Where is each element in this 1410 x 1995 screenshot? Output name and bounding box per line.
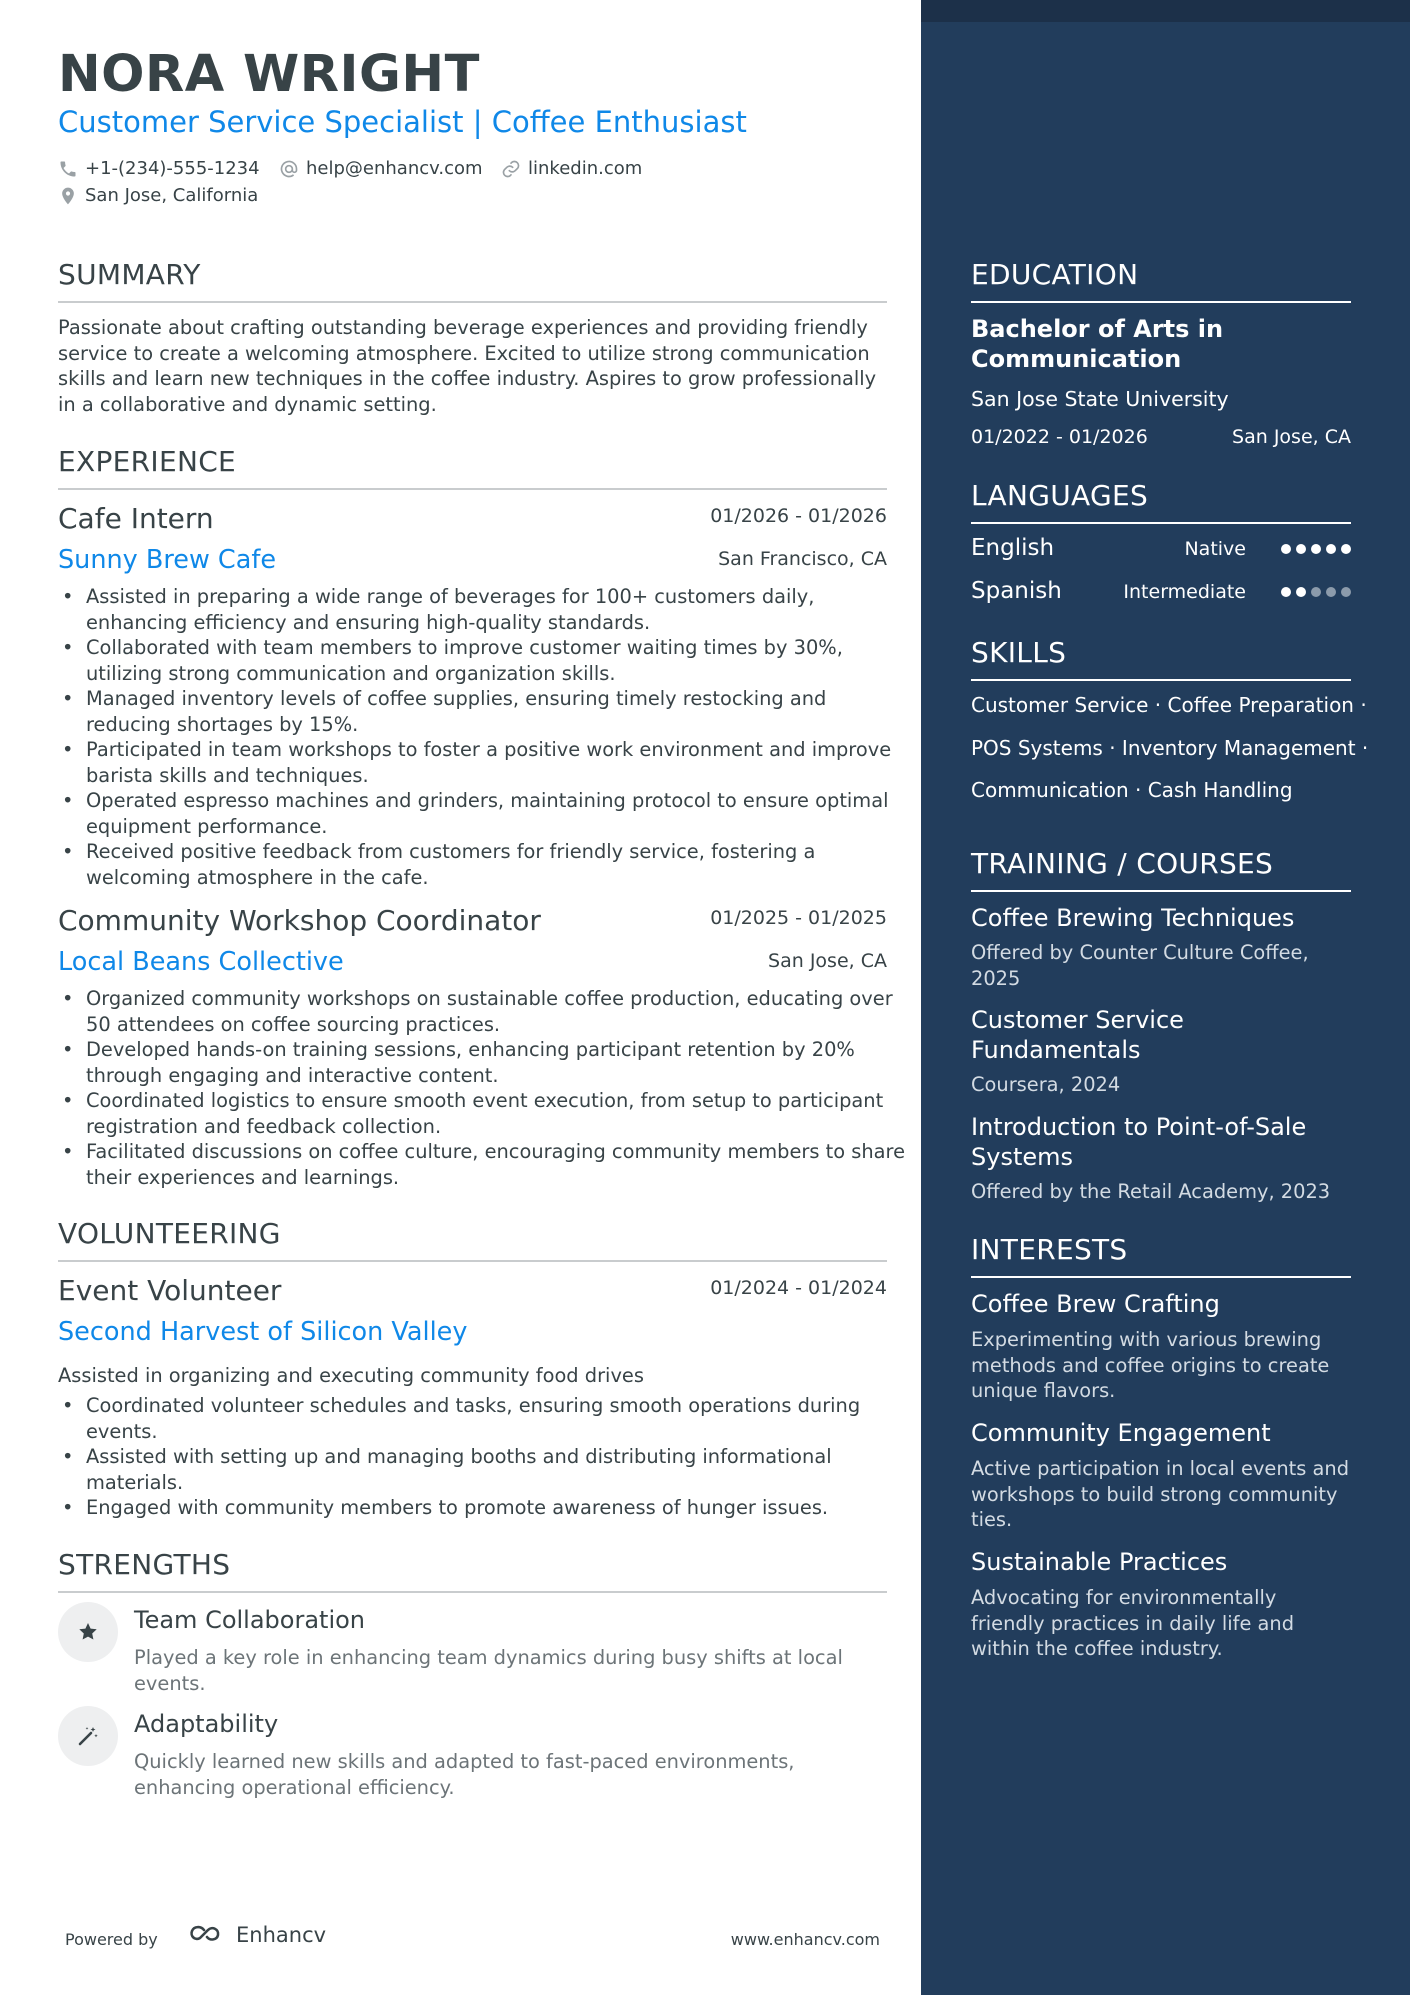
strength-description: Played a key role in enhancing team dynamics during busy shifts at local events. <box>134 1646 843 1695</box>
languages-heading: LANGUAGES <box>971 479 1351 524</box>
bullet-item: • Coordinated volunteer schedules and tasks, ensuring smooth operations during events. <box>86 1393 915 1444</box>
volunteer-organization: Second Harvest of Silicon Valley <box>58 1317 468 1347</box>
rating-dot <box>1296 544 1306 554</box>
location-text: San Jose, California <box>85 185 259 206</box>
bullet-item: • Organized community workshops on sustainable coffee production, educating over 50 attendees on coffee sourcing practices. <box>86 986 915 1037</box>
training-title: Customer Service Fundamentals <box>971 1006 1184 1064</box>
skills-line: Customer Service · Coffee Preparation · <box>971 693 1367 717</box>
job-bullets <box>58 584 915 890</box>
language-level: Intermediate <box>1123 581 1246 603</box>
strength-title: Adaptability <box>134 1710 279 1738</box>
star-icon <box>58 1602 118 1662</box>
interests-heading: INTERESTS <box>971 1233 1351 1278</box>
interest-description: Active participation in local events and workshops to build strong community ties. <box>971 1457 1350 1531</box>
job-title: Cafe Intern <box>58 502 214 535</box>
rating-dot <box>1326 587 1336 597</box>
bullet-item: • Facilitated discussions on coffee culture, encouraging community members to share their experiences and learnings. <box>86 1139 915 1190</box>
strength-description: Quickly learned new skills and adapted to fast-paced environments, enhancing operational efficiency. <box>134 1750 795 1799</box>
contact-location <box>58 185 258 206</box>
job-dates: 01/2026 - 01/2026 <box>710 505 887 527</box>
bullet-item: • Received positive feedback from customers for friendly service, fostering a welcoming atmosphere in the cafe. <box>86 839 915 890</box>
skills-line: POS Systems · Inventory Management · <box>971 736 1369 760</box>
volunteer-description: Assisted in organizing and executing community food drives <box>58 1364 644 1387</box>
language-name: English <box>971 535 1055 561</box>
skills-heading: SKILLS <box>971 636 1351 681</box>
enhancv-logo[interactable] <box>184 1922 326 1948</box>
education-heading: EDUCATION <box>971 258 1351 303</box>
interest-title: Coffee Brew Crafting <box>971 1290 1220 1318</box>
bullet-item: • Collaborated with team members to improve customer waiting times by 30%, utilizing strong communication and organization skills. <box>86 635 915 686</box>
skills-line: Communication · Cash Handling <box>971 778 1293 802</box>
interest-description: Advocating for environmentally friendly practices in daily life and within the coffee industry. <box>971 1586 1295 1660</box>
bullet-item: • Coordinated logistics to ensure smooth event execution, from setup to participant registration and feedback collection. <box>86 1088 915 1139</box>
candidate-name: NORA WRIGHT <box>58 45 480 104</box>
enhancv-logo-icon <box>184 1922 232 1948</box>
contact-phone[interactable] <box>58 158 260 179</box>
website-link[interactable]: www.enhancv.com <box>730 1930 880 1949</box>
education-location: San Jose, CA <box>1232 426 1351 448</box>
job-location: San Francisco, CA <box>718 548 887 570</box>
job-dates: 01/2025 - 01/2025 <box>710 907 887 929</box>
powered-by-label: Powered by <box>65 1930 158 1949</box>
bullet-item: • Assisted with setting up and managing booths and distributing informational materials. <box>86 1444 915 1495</box>
job-title: Community Workshop Coordinator <box>58 904 541 937</box>
email-text: help@enhancv.com <box>306 158 483 179</box>
job-bullets <box>58 986 915 1190</box>
strengths-heading: STRENGTHS <box>58 1548 887 1593</box>
summary-heading: SUMMARY <box>58 258 887 303</box>
candidate-title: Customer Service Specialist | Coffee Enthusiast <box>58 105 747 139</box>
linkedin-text: linkedin.com <box>528 158 643 179</box>
education-dates: 01/2022 - 01/2026 <box>971 426 1148 448</box>
language-name: Spanish <box>971 578 1062 604</box>
contact-email[interactable] <box>279 158 483 179</box>
bullet-item: • Operated espresso machines and grinders, maintaining protocol to ensure optimal equipment performance. <box>86 788 915 839</box>
bullet-item: • Assisted in preparing a wide range of beverages for 100+ customers daily, enhancing efficiency and ensuring high-quality standards. <box>86 584 915 635</box>
training-description: Offered by Counter Culture Coffee, 2025 <box>971 941 1309 990</box>
rating-dot <box>1281 544 1291 554</box>
strength-title: Team Collaboration <box>134 1606 366 1634</box>
training-title: Introduction to Point-of-Sale Systems <box>971 1113 1307 1171</box>
rating-dot <box>1326 544 1336 554</box>
contact-linkedin[interactable] <box>501 158 642 179</box>
rating-dot <box>1311 587 1321 597</box>
job-company: Sunny Brew Cafe <box>58 545 277 575</box>
rating-dot <box>1341 544 1351 554</box>
enhancv-logo-text: Enhancv <box>236 1923 327 1947</box>
volunteering-heading: VOLUNTEERING <box>58 1217 887 1262</box>
education-school: San Jose State University <box>971 387 1229 411</box>
language-rating <box>1281 544 1351 554</box>
rating-dot <box>1296 587 1306 597</box>
summary-text: Passionate about crafting outstanding beverage experiences and providing friendly service to create a welcoming atmosphere. Excited to utilize strong communication skills and learn new techniques in the coffee industry. Aspires to grow professionally in a collaborative and dynamic setting. <box>58 316 877 416</box>
rating-dot <box>1311 544 1321 554</box>
training-description: Coursera, 2024 <box>971 1073 1121 1096</box>
bullet-item: • Managed inventory levels of coffee supplies, ensuring timely restocking and reducing shortages by 15%. <box>86 686 915 737</box>
job-company: Local Beans Collective <box>58 947 344 977</box>
volunteer-dates: 01/2024 - 01/2024 <box>710 1277 887 1299</box>
at-icon <box>279 159 299 179</box>
job-location: San Jose, CA <box>768 950 887 972</box>
training-heading: TRAINING / COURSES <box>971 847 1351 892</box>
bullet-item: • Participated in team workshops to foster a positive work environment and improve barista skills and techniques. <box>86 737 915 788</box>
training-description: Offered by the Retail Academy, 2023 <box>971 1180 1331 1203</box>
bullet-item: • Engaged with community members to promote awareness of hunger issues. <box>86 1495 915 1521</box>
magic-wand-icon <box>58 1706 118 1766</box>
bullet-item: • Developed hands-on training sessions, enhancing participant retention by 20% through engaging and interactive content. <box>86 1037 915 1088</box>
phone-text: +1-(234)-555-1234 <box>85 158 260 179</box>
interest-description: Experimenting with various brewing methods and coffee origins to create unique flavors. <box>971 1328 1330 1402</box>
training-title: Coffee Brewing Techniques <box>971 904 1295 932</box>
volunteer-bullets <box>58 1393 915 1521</box>
language-level: Native <box>1184 538 1246 560</box>
volunteer-title: Event Volunteer <box>58 1274 282 1307</box>
phone-icon <box>58 159 78 179</box>
sidebar-top-band <box>921 0 1410 22</box>
rating-dot <box>1341 587 1351 597</box>
rating-dot <box>1281 587 1291 597</box>
interest-title: Sustainable Practices <box>971 1548 1228 1576</box>
interest-title: Community Engagement <box>971 1419 1271 1447</box>
location-pin-icon <box>58 186 78 206</box>
education-degree: Bachelor of Arts in Communication <box>971 315 1224 373</box>
link-icon <box>501 159 521 179</box>
language-rating <box>1281 587 1351 597</box>
experience-heading: EXPERIENCE <box>58 445 887 490</box>
